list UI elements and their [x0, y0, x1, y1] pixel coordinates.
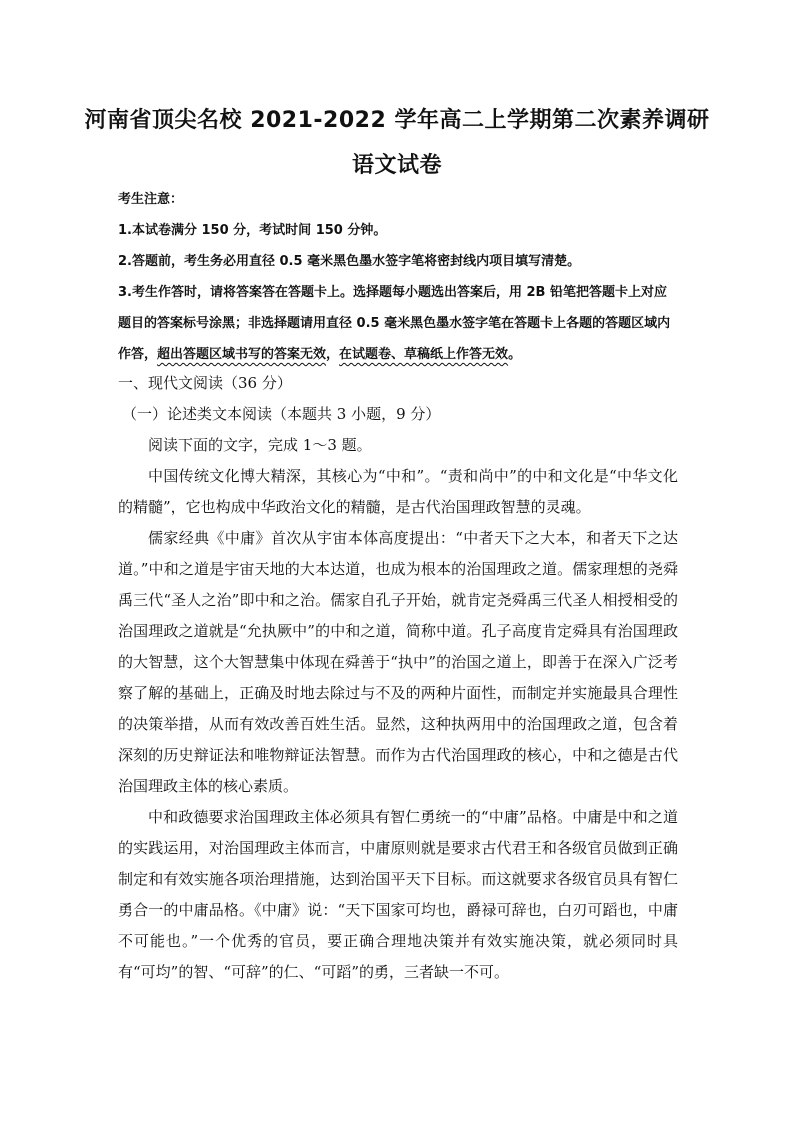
section-heading: 一、现代文阅读（36 分） — [118, 374, 292, 392]
passage-paragraph-3: 中和政德要求治国理政主体必须具有智仁勇统一的“中庸”品格。中庸是中和之道的实践运用，对治国理政主体而言，中庸原则就是要求古代君王和各级官员做到正确制定和有效实施各项治理措施，达到治国平天下目标。而这就要求各级官员具有智仁勇合一的中庸品格。《中庸》说：“天下国家可均也，爵禄可辞也，白刃可蹈也，中庸不可能也。”一个优秀的官员，要正确合理地决策并有效实施决策，就必须同时具有“可均”的智、“可辞”的仁、“可蹈”的勇，三者缺一不可。 — [118, 808, 678, 981]
notice-heading: 考生注意： — [118, 192, 184, 207]
exam-subject-title: 语文试卷 — [351, 153, 442, 178]
reading-instruction: 阅读下面的文字，完成 1～3 题。 — [148, 436, 372, 454]
exam-title: 河南省顶尖名校 2021-2022 学年高二上学期第二次素养调研 — [84, 108, 710, 133]
subsection-heading: （一）论述类文本阅读（本题共 3 小题，9 分） — [122, 405, 441, 423]
exam-body — [118, 368, 678, 988]
notice-end: 。 — [508, 347, 522, 362]
passage-paragraph-2: 儒家经典《中庸》首次从宇宙本体高度提出：“中者天下之大本，和者天下之达道。”中和之道是宇宙天地的大本达道，也成为根本的治国理政之道。儒家理想的尧舜禹三代“圣人之治”即中和之治。儒家自孔子开始，就肯定尧舜禹三代圣人相授相受的治国理政之道就是“允执厥中”的中和之道，简称中道。孔子高度肯定舜具有治国理政的大智慧，这个大智慧集中体现在舜善于“执中”的治国之道上，即善于在深入广泛考察了解的基础上，正确及时地去除过与不及的两种片面性，而制定并实施最具合理性的决策举措，从而有效改善百姓生活。显然，这种执两用中的治国理政之道，包含着深刻的历史辩证法和唯物辩证法智慧。而作为古代治国理政的核心，中和之德是古代治国理政主体的核心素质。 — [118, 529, 678, 795]
notice-item-3 — [118, 277, 678, 370]
notice-separator: ， — [326, 347, 340, 362]
notice-item-2: 2.答题前，考生务必用直径 0.5 毫米黑色墨水签字笔将密封线内项目填写清楚。 — [118, 254, 581, 269]
notice-emphasis-2: 在试题卷、草稿纸上作答无效 — [339, 347, 509, 362]
candidate-notice — [118, 184, 678, 370]
notice-item-1: 1.本试卷满分 150 分，考试时间 150 分钟。 — [118, 223, 387, 238]
passage-paragraph-1: 中国传统文化博大精深，其核心为“中和”。“责和尚中”的中和文化是“中华文化的精髓”，它也构成中华政治文化的精髓，是古代治国理政智慧的灵魂。 — [118, 467, 678, 516]
notice-item-3-text: 3.考生作答时，请将答案答在答题卡上。选择题每小题选出答案后，用 2B 铅笔把答题卡上对应题目的答案标号涂黑；非选择题请用直径 0.5 毫米黑色墨水签字笔在答题卡上各题的答题区域内作答， — [118, 285, 671, 362]
notice-emphasis-1: 超出答题区域书写的答案无效 — [157, 347, 327, 362]
